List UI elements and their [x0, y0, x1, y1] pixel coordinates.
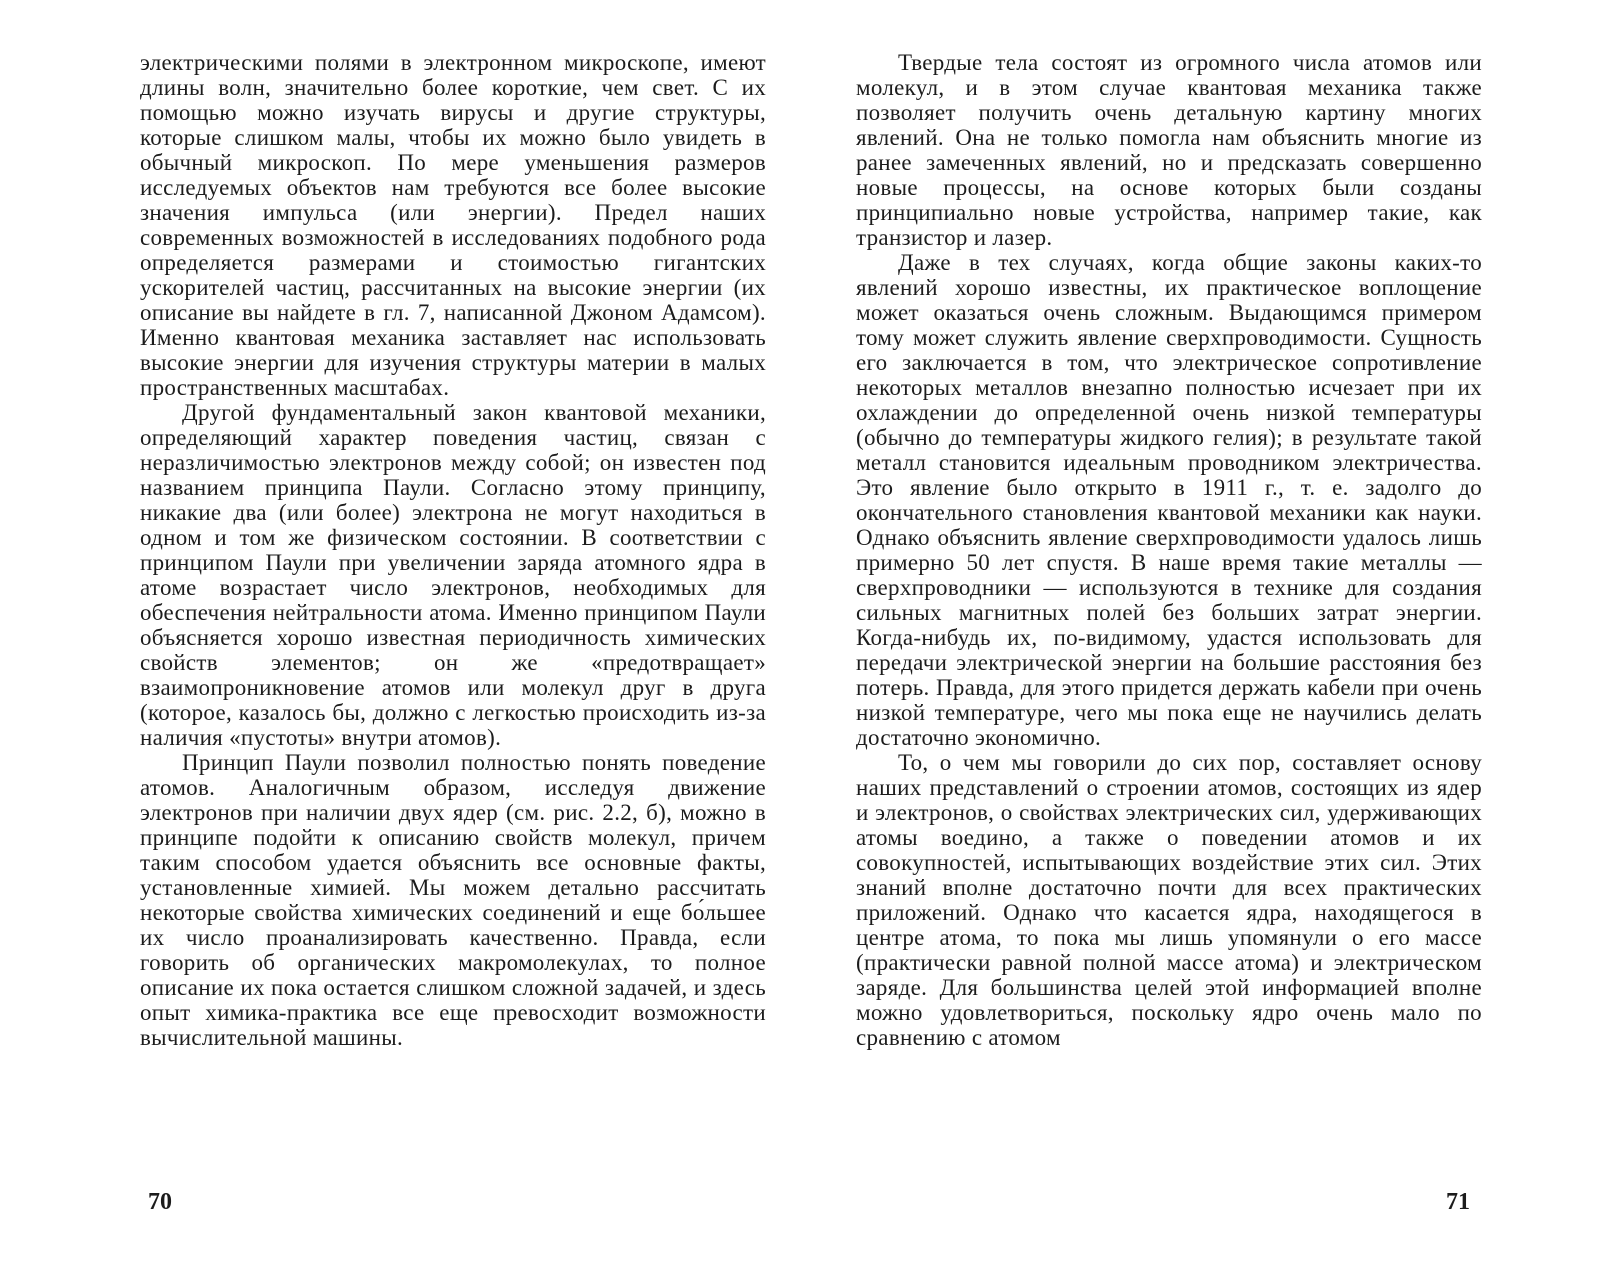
left-text-column — [140, 50, 766, 1050]
page-number: 71 — [1446, 1189, 1470, 1215]
paragraph: Даже в тех случаях, когда общие законы каких-то явлений хорошо известны, их практическое воплощение может оказаться очень сложным. Выдающимся примером тому может служить явление сверхпроводимости. Сущность его заключается в том, что электрическое сопротивление некоторых металлов внезапно полностью исчезает при их охлаждении до определенной очень низкой температуры (обычно до температуры жидкого гелия); в результате такой металл становится идеальным проводником электричества. Это явление было открыто в 1911 г., т. е. задолго до окончательного становления квантовой механики как науки. Однако объяснить явление сверхпроводимости удалось лишь примерно 50 лет спустя. В наше время такие металлы — сверхпроводники — используются в технике для создания сильных магнитных полей без больших затрат энергии. Когда-нибудь их, по-видимому, удастся использовать для передачи электрической энергии на большие расстояния без потерь. Правда, для этого придется держать кабели при очень низкой температуре, чего мы пока еще не научились делать достаточно экономично. — [856, 250, 1482, 750]
paragraph: То, о чем мы говорили до сих пор, составляет основу наших представлений о строении атомов, состоящих из ядер и электронов, о свойствах электрических сил, удерживающих атомы воедино, а также о поведении атомов и их совокупностей, испытывающих воздействие этих сил. Этих знаний вполне достаточно почти для всех практических приложений. Однако что касается ядра, находящегося в центре атома, то пока мы лишь упомянули о его массе (практически равной полной массе атома) и электрическом заряде. Для большинства целей этой информацией вполне можно удовлетвориться, поскольку ядро очень мало по сравнению с атомом — [856, 750, 1482, 1050]
right-text-column — [856, 50, 1482, 1050]
paragraph: Принцип Паули позволил полностью понять поведение атомов. Аналогичным образом, исследуя движение электронов при наличии двух ядер (см. рис. 2.2, б), можно в принципе подойти к описанию свойств молекул, причем таким способом удается объяснить все основные факты, установленные химией. Мы можем детально рассчитать некоторые свойства химических соединений и еще бо́льшее их число проанализировать качественно. Правда, если говорить об органических макромолекулах, то полное описание их пока остается слишком сложной задачей, и здесь опыт химика-практика все еще превосходит возможности вычислительной машины. — [140, 750, 766, 1050]
paragraph: Другой фундаментальный закон квантовой механики, определяющий характер поведения частиц, связан с неразличимостью электронов между собой; он известен под названием принципа Паули. Согласно этому принципу, никакие два (или более) электрона не могут находиться в одном и том же физическом состоянии. В соответствии с принципом Паули при увеличении заряда атомного ядра в атоме возрастает число электронов, необходимых для обеспечения нейтральности атома. Именно принципом Паули объясняется хорошо известная периодичность химических свойств элементов; он же «предотвращает» взаимопроникновение атомов или молекул друг в друга (которое, казалось бы, должно с легкостью происходить из-за наличия «пустоты» внутри атомов). — [140, 400, 766, 750]
paragraph: электрическими полями в электронном микроскопе, имеют длины волн, значительно более короткие, чем свет. С их помощью можно изучать вирусы и другие структуры, которые слишком малы, чтобы их можно было увидеть в обычный микроскоп. По мере уменьшения размеров исследуемых объектов нам требуются все более высокие значения импульса (или энергии). Предел наших современных возможностей в исследованиях подобного рода определяется размерами и стоимостью гигантских ускорителей частиц, рассчитанных на высокие энергии (их описание вы найдете в гл. 7, написанной Джоном Адамсом). Именно квантовая механика заставляет нас использовать высокие энергии для изучения структуры материи в малых пространственных масштабах. — [140, 50, 766, 400]
right-page — [800, 0, 1600, 1275]
paragraph: Твердые тела состоят из огромного числа атомов или молекул, и в этом случае квантовая механика также позволяет получить очень детальную картину многих явлений. Она не только помогла нам объяснить многие из ранее замеченных явлений, но и предсказать совершенно новые процессы, на основе которых были созданы принципиально новые устройства, например такие, как транзистор и лазер. — [856, 50, 1482, 250]
page-number: 70 — [148, 1189, 172, 1215]
